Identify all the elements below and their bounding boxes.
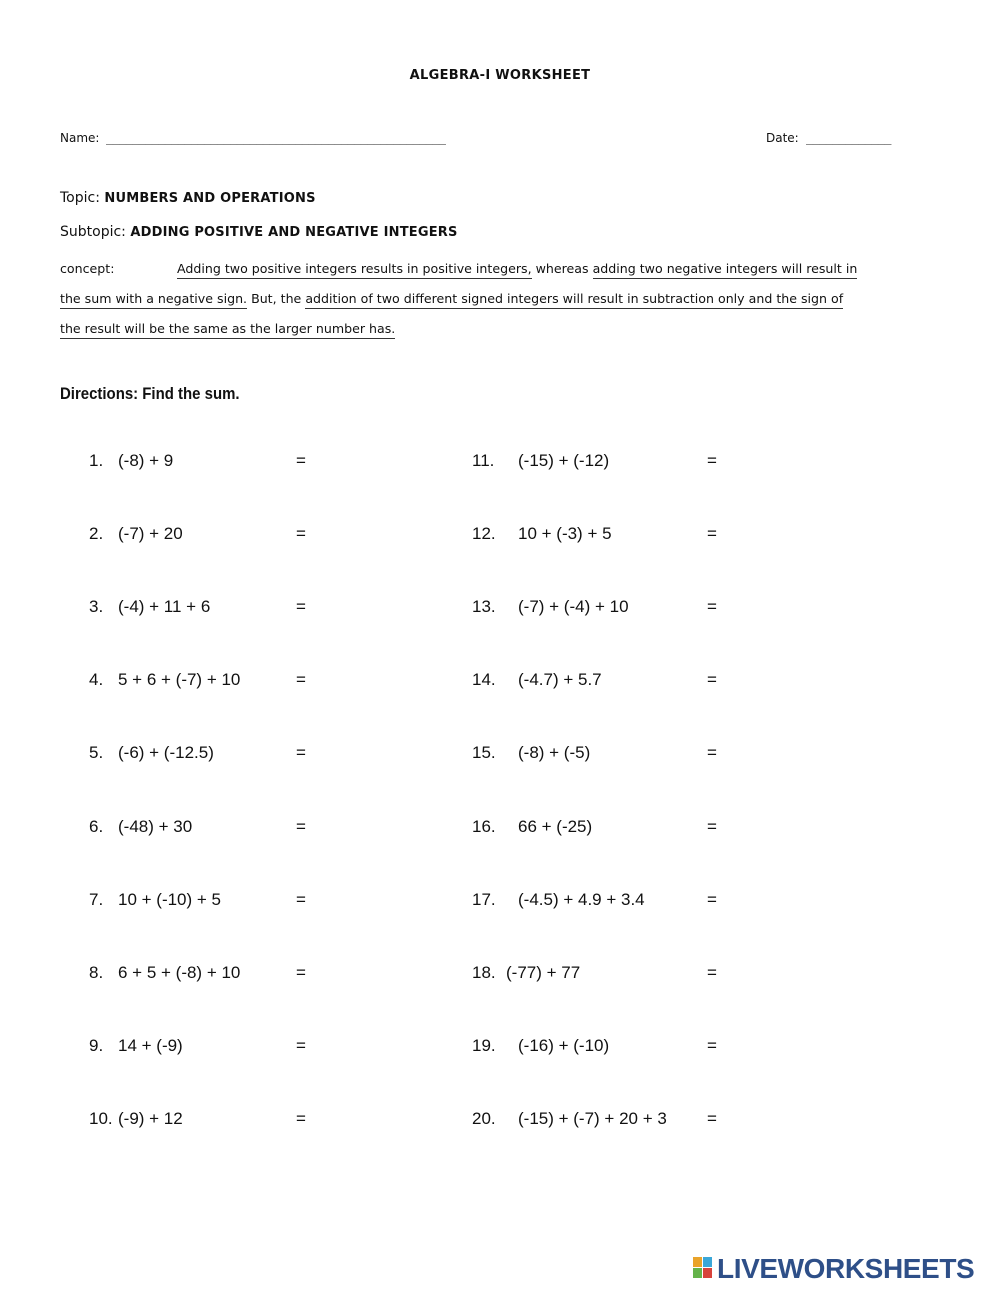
subtopic-value: ADDING POSITIVE AND NEGATIVE INTEGERS [130,225,458,240]
answer-equals[interactable]: = [296,890,306,909]
problem-number: 16. [472,817,496,836]
problem-expression: (-4.7) + 5.7 [518,670,602,689]
subtopic-label: Subtopic: [60,224,126,240]
problem-number: 12. [472,524,496,543]
problem-expression: (-6) + (-12.5) [118,743,214,762]
problem-expression: (-4.5) + 4.9 + 3.4 [518,890,645,909]
problem-number: 6. [89,817,104,836]
topic-value: NUMBERS AND OPERATIONS [104,191,316,206]
concept-line-3 [60,320,395,338]
problem-expression: (-7) + 20 [118,524,183,543]
problem-expression: 14 + (-9) [118,1036,183,1055]
problem-number: 9. [89,1036,104,1055]
problem-expression: 6 + 5 + (-8) + 10 [118,963,241,982]
problem-expression: (-7) + (-4) + 10 [518,597,629,616]
answer-equals[interactable]: = [707,597,717,616]
answer-equals[interactable]: = [707,451,717,470]
worksheet-title: ALGEBRA-I WORKSHEET [409,68,591,83]
answer-equals[interactable]: = [296,963,306,982]
answer-equals[interactable]: = [707,1036,717,1055]
concept-text: the sum with a negative sign. [60,291,247,309]
answer-equals[interactable]: = [296,524,306,543]
concept-text: Adding two positive integers results in positive integers, [177,261,532,279]
problem-number: 13. [472,597,496,616]
problem-number: 19. [472,1036,496,1055]
name-field[interactable]: ____________________________________________________ [106,131,446,145]
subtopic-line [60,224,458,240]
problem-expression: (-4) + 11 + 6 [118,597,211,616]
answer-equals[interactable]: = [296,670,306,689]
problem-number: 10. [89,1109,113,1128]
problem-number: 14. [472,670,496,689]
answer-equals[interactable]: = [296,451,306,470]
concept-text: addition of two different signed integers will result in subtraction only and the sign of [305,291,843,309]
problem-number: 1. [89,451,104,470]
problem-number: 15. [472,743,496,762]
problem-number: 4. [89,670,104,689]
concept-text: adding two negative integers will result in [593,261,858,279]
answer-equals[interactable]: = [296,817,306,836]
problem-expression: (-15) + (-7) + 20 + 3 [518,1109,667,1128]
topic-label: Topic: [60,190,100,206]
directions: Directions: Find the sum. [60,384,240,403]
problem-expression: (-16) + (-10) [518,1036,610,1055]
problem-number: 3. [89,597,104,616]
answer-equals[interactable]: = [707,524,717,543]
problem-number: 18. [472,963,496,982]
problem-expression: (-8) + (-5) [518,743,591,762]
concept-line-1 [60,260,857,278]
liveworksheets-logo-icon [693,1257,713,1279]
answer-equals[interactable]: = [296,1036,306,1055]
problem-expression: (-15) + (-12) [518,451,610,470]
liveworksheets-logo-text: LIVEWORKSHEETS [717,1253,975,1284]
concept-text: But, the [247,291,306,306]
problem-number: 20. [472,1109,496,1128]
answer-equals[interactable]: = [707,963,717,982]
problem-expression: 10 + (-3) + 5 [518,524,612,543]
problem-expression: (-48) + 30 [118,817,193,836]
problem-expression: 5 + 6 + (-7) + 10 [118,670,241,689]
topic-line [60,190,316,206]
problem-expression: 66 + (-25) [518,817,593,836]
answer-equals[interactable]: = [707,890,717,909]
answer-equals[interactable]: = [707,1109,717,1128]
problem-expression: (-77) + 77 [506,963,581,982]
concept-text: whereas [531,261,593,276]
concept-label: concept: [60,261,115,276]
answer-equals[interactable]: = [296,743,306,762]
problem-number: 5. [89,743,104,762]
answer-equals[interactable]: = [707,743,717,762]
answer-equals[interactable]: = [296,597,306,616]
date-field[interactable]: _____________ [806,131,891,145]
problem-number: 11. [472,451,495,470]
name-label: Name: [60,131,100,145]
answer-equals[interactable]: = [707,670,717,689]
answer-equals[interactable]: = [707,817,717,836]
answer-equals[interactable]: = [296,1109,306,1128]
problem-number: 17. [472,890,496,909]
problem-expression: 10 + (-10) + 5 [118,890,222,909]
problem-number: 7. [89,890,104,909]
date-label: Date: [766,131,799,145]
problem-number: 8. [89,963,104,982]
concept-line-2 [60,290,843,308]
concept-text: the result will be the same as the larger number has. [60,321,395,339]
problem-expression: (-9) + 12 [118,1109,183,1128]
problem-expression: (-8) + 9 [118,451,174,470]
problem-number: 2. [89,524,104,543]
